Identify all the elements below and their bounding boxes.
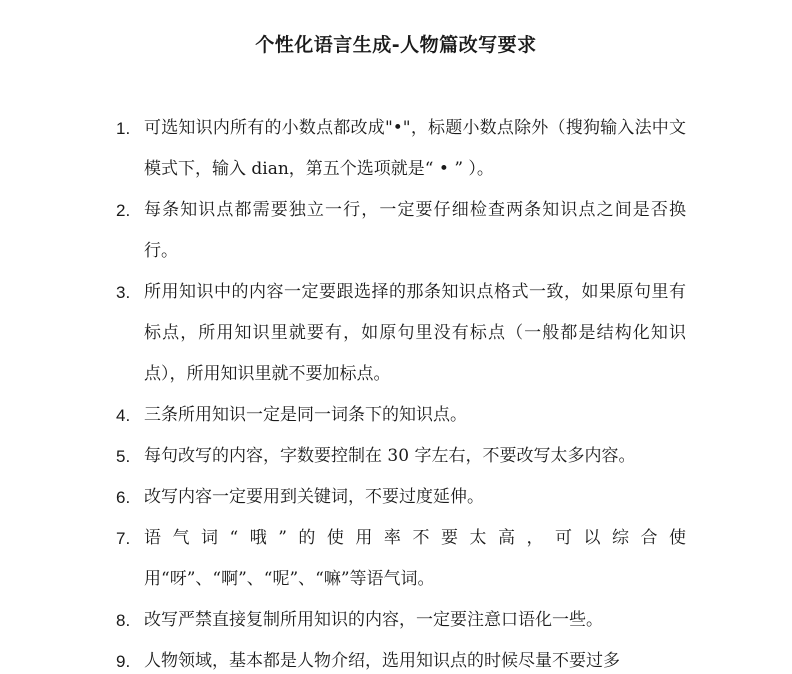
list-item <box>116 641 686 674</box>
list-item <box>116 108 686 190</box>
list-item-text: 所用知识中的内容一定要跟选择的那条知识点格式一致，如果原句里有标点，所用知识里就要有，如原句里没有标点（一般都是结构化知识点），所用知识里就不要加标点。 <box>144 282 686 384</box>
list-item <box>116 477 686 518</box>
requirements-list <box>116 108 686 674</box>
list-item-number: 4. <box>116 406 131 425</box>
list-item-text: 人物领域，基本都是人物介绍，选用知识点的时候尽量不要过多 <box>144 651 620 671</box>
list-item-number: 5. <box>116 447 131 466</box>
list-item <box>116 518 686 600</box>
list-item-number: 1. <box>116 119 131 138</box>
list-item-text: 可选知识内所有的小数点都改成"•"，标题小数点除外（搜狗输入法中文模式下，输入 dian，第五个选项就是“ • ” ）。 <box>144 118 686 179</box>
list-item <box>116 436 686 477</box>
list-item-number: 3. <box>116 283 131 302</box>
list-item-text: 改写内容一定要用到关键词，不要过度延伸。 <box>144 487 484 507</box>
list-item-text: 改写严禁直接复制所用知识的内容，一定要注意口语化一些。 <box>144 610 603 630</box>
list-item <box>116 272 686 395</box>
list-item-number: 6. <box>116 488 131 507</box>
list-item-number: 8. <box>116 611 131 630</box>
list-item-text: 语气词“哦”的使用率不要太高，可以综合使用“呀”、“啊”、“呢”、“嘛”等语气词。 <box>144 528 686 589</box>
list-item-text: 三条所用知识一定是同一词条下的知识点。 <box>144 405 467 425</box>
list-item-number: 7. <box>116 529 131 548</box>
list-item-number: 2. <box>116 201 131 220</box>
list-item-number: 9. <box>116 652 131 671</box>
list-item <box>116 600 686 641</box>
list-item <box>116 395 686 436</box>
list-item <box>116 190 686 272</box>
document-title: 个性化语言生成-人物篇改写要求 <box>255 34 537 56</box>
list-item-text: 每条知识点都需要独立一行，一定要仔细检查两条知识点之间是否换行。 <box>144 200 686 261</box>
list-item-text: 每句改写的内容，字数要控制在 30 字左右，不要改写太多内容。 <box>144 446 636 466</box>
